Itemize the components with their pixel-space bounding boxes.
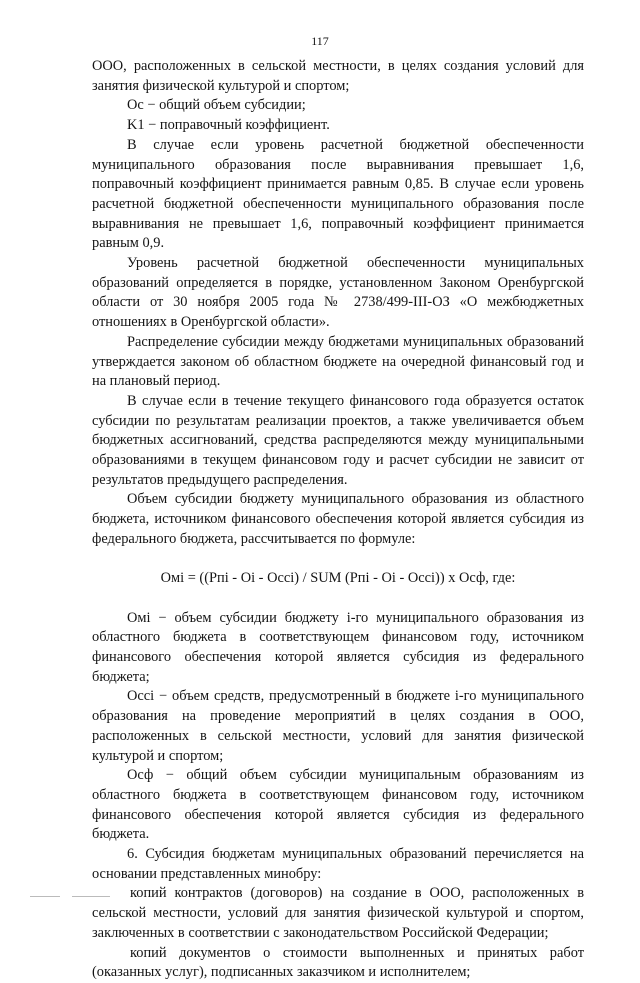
paragraph: Распределение субсидии между бюджетами муниципальных образований утверждается законом об областном бюджете на очередной финансовый год и на плановый период. [92, 333, 584, 390]
list-item: копий контрактов (договоров) на создание в ООО, расположенных в сельской местности, условий для занятия физической культурой и спортом, заключенных в соответствии с законодательством Российской Федерации; [92, 885, 584, 941]
paragraph: В случае если уровень расчетной бюджетной обеспеченности муниципального образования после выравнивания превышает 1,6, поправочный коэффициент принимается равным 0,85. В случае если уровень расчетной бюджетной обеспеченности муниципального образования после выравнивания не превышает 1,6, поправочный коэффициент принимается равным 0,9. [92, 136, 584, 252]
definition-omi: Омi − объем субсидии бюджету i-го муниципального образования из областного бюджета в соответствующем финансовом году, источником финансового обеспечения которой является субсидия из федерального бюджета; [92, 609, 584, 685]
paragraph: Уровень расчетной бюджетной обеспеченности муниципальных образований определяется в порядке, установленном Законом Оренбургской области от 30 ноября 2005 года № 2738/499-III-ОЗ «О межбюджетных отношениях в Оренбургской области». [92, 255, 584, 331]
paragraph: ООО, расположенных в сельской местности, в целях создания условий для занятия физической культурой и спортом; [92, 58, 584, 94]
paragraph: В случае если в течение текущего финансового года образуется остаток субсидии по результатам реализации проектов, а также увеличивается объем бюджетных ассигнований, средства распределяются между муниципальными образованиями в текущем финансовом году и расчет субсидии не зависит от результатов предыдущего распределения. [92, 392, 584, 488]
footer-mark [72, 896, 110, 897]
footer-mark [30, 896, 60, 897]
paragraph: Объем субсидии бюджету муниципального образования из областного бюджета, источником финансового обеспечения которой является субсидия из федерального бюджета, рассчитывается по формуле: [92, 491, 584, 547]
paragraph: 6. Субсидия бюджетам муниципальных образований перечисляется на основании представленных минобру: [92, 846, 584, 882]
definition-ossi: Оссi − объем средств, предусмотренный в бюджете i-го муниципального образования на проведение мероприятий в целях создания в ООО, расположенных в сельской местности, условий для занятия физической культурой и спортом; [92, 688, 584, 764]
paragraph: K1 − поправочный коэффициент. [127, 117, 330, 134]
paragraph: Ос − общий объем субсидии; [127, 97, 306, 114]
definition-osf: Осф − общий объем субсидии муниципальным образованиям из областного бюджета в соответствующем финансовом году, источником финансового обеспечения которой является субсидия из федерального бюджета. [92, 767, 584, 843]
list-item: копий документов о стоимости выполненных и принятых работ (оказанных услуг), подписанных заказчиком и исполнителем; [92, 944, 584, 981]
document-body [92, 57, 584, 983]
formula: Омi = ((Рпi - Оi - Оссi) / SUM (Рпi - Оi - Оссi)) x Осф, где: [160, 569, 516, 586]
page-number: 117 [311, 34, 329, 48]
